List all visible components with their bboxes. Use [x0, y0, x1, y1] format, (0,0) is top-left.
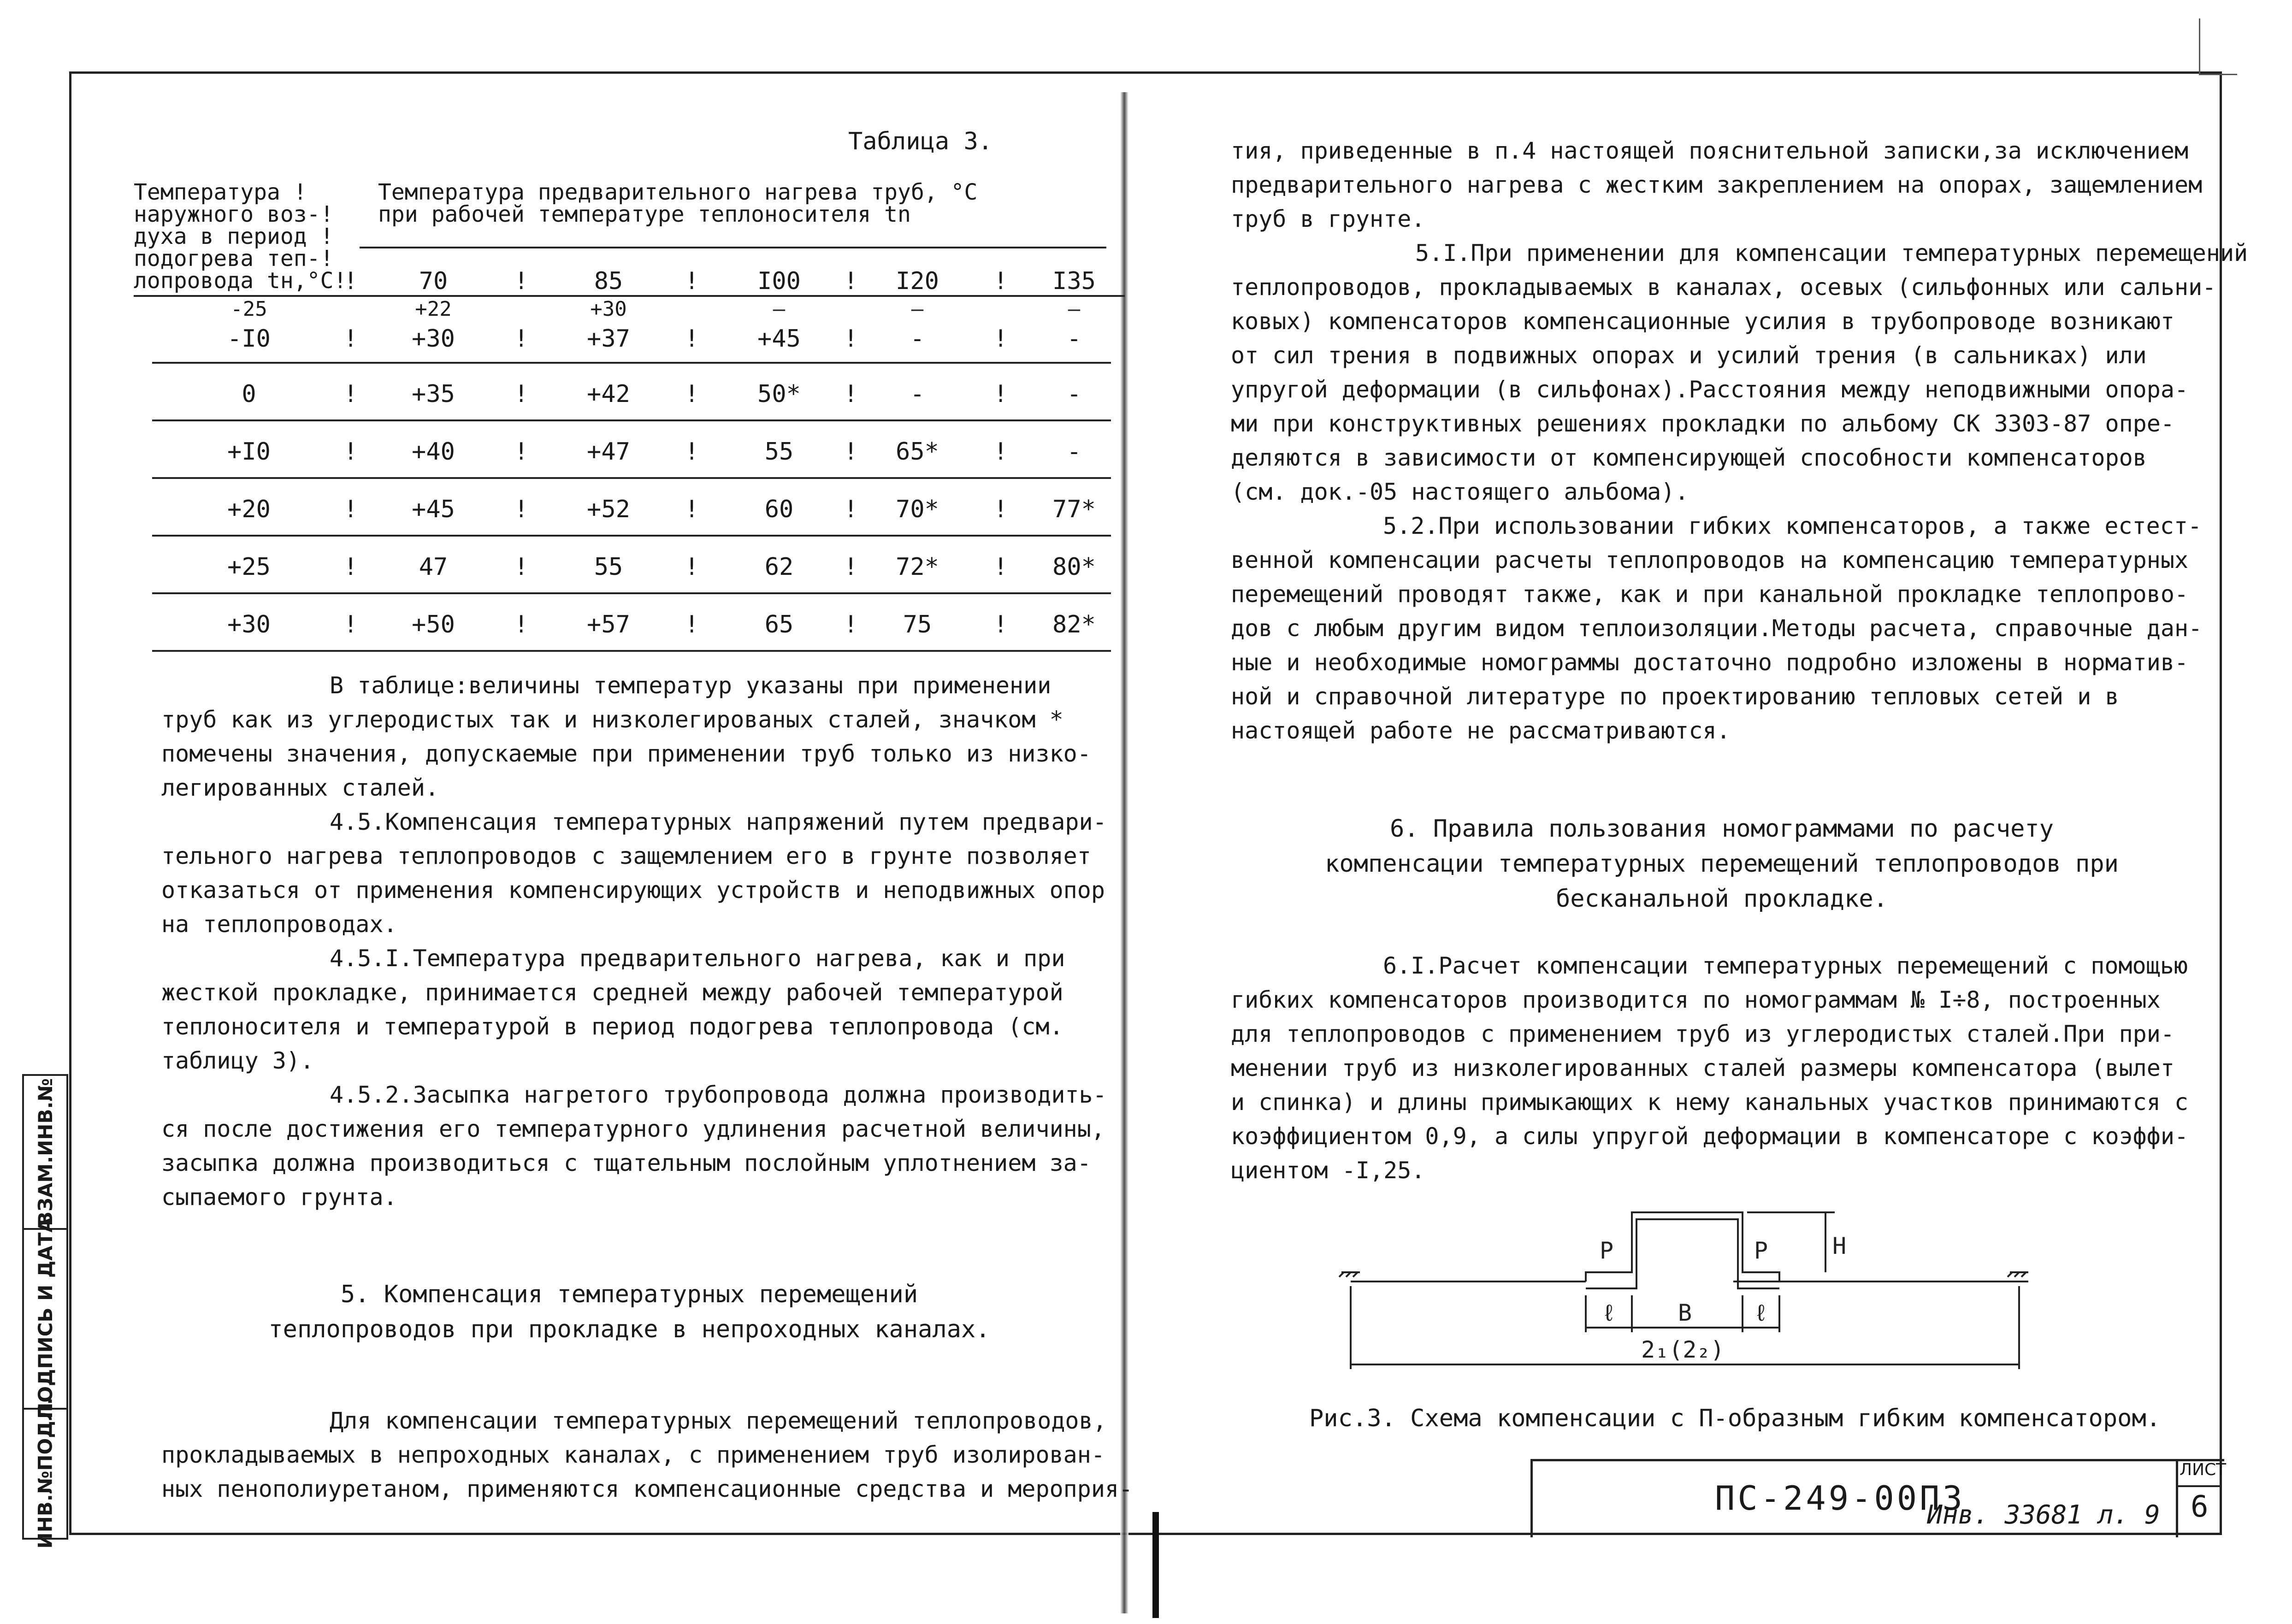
u-loop-inner	[1586, 1219, 1779, 1288]
column-separator: !	[685, 438, 699, 466]
column-separator: !	[993, 438, 1008, 466]
section-6-heading-1: 6. Правила пользования номограммами по расчету	[1389, 815, 2054, 843]
group-header-2: при рабочей температуре теплоносителя tn	[378, 201, 911, 227]
inv-original-label: ИНВ.№ПОДЛ.	[34, 1397, 57, 1548]
text-line: засыпка должна производиться с тщательным послойным уплотнением за-	[161, 1150, 1091, 1176]
cell: +47	[587, 438, 630, 466]
column-separator: !	[343, 380, 358, 408]
column-separator: !	[844, 611, 858, 638]
cell: +57	[587, 611, 630, 638]
group-header-1: Температура предварительного нагрева труб, °С	[378, 179, 978, 205]
sheet-rule	[2176, 1485, 2222, 1487]
column-separator: !	[993, 380, 1008, 408]
temp-85: 85	[594, 267, 623, 295]
cell: 72*	[896, 553, 939, 581]
text-line: теплоносителя и температурой в период подогрева теплопровода (см.	[161, 1013, 1063, 1040]
text-line: ся после достижения его температурного удлинения расчетной величины,	[161, 1116, 1105, 1142]
label-total: 2₁(2₂)	[1641, 1336, 1725, 1363]
cell: +50	[412, 611, 455, 638]
cell: +30	[590, 297, 627, 321]
column-separator: !	[685, 325, 699, 353]
col1-header-2: наружного воз-!	[134, 201, 334, 227]
column-separator: !	[685, 611, 699, 638]
column-separator: !	[514, 496, 529, 523]
temp-120: I20	[896, 267, 939, 295]
cell: +22	[415, 297, 452, 321]
text-line: таблицу 3).	[161, 1047, 314, 1074]
row-rule	[152, 477, 1111, 479]
row-rule	[152, 362, 1111, 364]
replaced-inv-cell	[24, 1076, 66, 1230]
column-separator: !	[844, 325, 858, 353]
page-fold-shadow	[1120, 92, 1128, 1613]
row-t: 0	[242, 380, 256, 408]
cell: 62	[764, 553, 794, 581]
cell: +40	[412, 438, 455, 466]
header-bottom-rule	[134, 295, 1125, 297]
sheet-number: 6	[2191, 1490, 2209, 1524]
column-separator: !	[993, 611, 1008, 638]
label-l1: ℓ	[1602, 1299, 1616, 1326]
cell: +45	[412, 496, 455, 523]
cell: -	[910, 380, 925, 408]
text-line: ных пенополиуретаном, применяются компенсационные средства и мероприя-	[161, 1476, 1133, 1502]
text-line: предварительного нагрева с жестким закреплением на опорах, защемлением	[1231, 171, 2203, 198]
column-separator: !	[993, 553, 1008, 581]
text-line: легированных сталей.	[161, 774, 439, 801]
column-separator: !	[844, 380, 858, 408]
text-line: 5.I.При применении для компенсации температурных перемещений	[1415, 240, 2248, 266]
corner-mark	[2199, 18, 2237, 75]
u-loop-outer	[1586, 1212, 1779, 1281]
text-line: труб в грунте.	[1231, 206, 1425, 232]
col1-header-1: Температура !	[134, 179, 307, 205]
text-line: 4.5.2.Засыпка нагретого трубопровода должна производить-	[330, 1081, 1107, 1108]
column-separator: !	[343, 496, 358, 523]
label-b: B	[1678, 1299, 1692, 1326]
archive-number: Инв. 33681 л. 9	[1927, 1500, 2160, 1530]
text-line: циентом -I,25.	[1231, 1157, 1425, 1184]
cell: +30	[412, 325, 455, 353]
col1-header-5: лопровода tн,°С!	[134, 268, 347, 294]
section-6-heading-3: бесканальной прокладке.	[1555, 885, 1888, 913]
text-line: от сил трения в подвижных опорах и усилий трения (в сальниках) или	[1231, 342, 2147, 369]
column-separator: !	[514, 380, 529, 408]
column-separator: !	[993, 325, 1008, 353]
text-line: и спинка) и длины примыкающих к нему канальных участков принимаются с	[1231, 1089, 2189, 1116]
cell: 70*	[896, 496, 939, 523]
column-separator: !	[993, 267, 1008, 295]
row-t: +25	[227, 553, 271, 581]
text-line: тельного нагрева теплопроводов с защемлением его в грунте позволяет	[161, 843, 1091, 869]
column-separator: !	[343, 438, 358, 466]
table-bottom-rule	[152, 650, 1111, 652]
cell: —	[773, 297, 786, 321]
text-line: дов с любым другим видом теплоизоляции.Методы расчета, справочные дан-	[1231, 615, 2203, 642]
doc-code: ПС-249-00ПЗ	[1715, 1479, 1965, 1518]
column-separator: !	[514, 553, 529, 581]
text-line: ковых) компенсаторов компенсационные усилия в трубопроводе возникают	[1231, 308, 2174, 335]
inv-original-cell	[24, 1397, 66, 1548]
col1-header-4: подогрева теп-!	[134, 246, 334, 272]
column-separator: !	[685, 496, 699, 523]
text-line: прокладываемых в непроходных каналах, с применением труб изолирован-	[161, 1441, 1105, 1468]
cell: 75	[903, 611, 932, 638]
section-5-heading-2: теплопроводов при прокладке в непроходных каналах.	[268, 1316, 990, 1343]
label-p1: P	[1600, 1237, 1614, 1264]
column-separator: !	[844, 496, 858, 523]
row-rule	[152, 535, 1111, 537]
column-separator: !	[685, 267, 699, 295]
text-line: ные и необходимые номограммы достаточно подробно изложены в норматив-	[1231, 649, 2189, 676]
text-line: 4.5.I.Температура предварительного нагрева, как и при	[330, 945, 1065, 972]
text-line: венной компенсации расчеты теплопроводов на компенсацию температурных	[1231, 547, 2189, 573]
column-separator: !	[844, 267, 858, 295]
cell: 65*	[896, 438, 939, 466]
header-rule	[360, 247, 1106, 248]
sign-date-cell	[24, 1217, 66, 1419]
cell: +37	[587, 325, 630, 353]
label-l2: ℓ	[1754, 1299, 1768, 1326]
text-line: коэффициентом 0,9, а силы упругой деформации в компенсаторе с коэффи-	[1231, 1123, 2189, 1150]
text-line: для теплопроводов с применением труб из углеродистых сталей.При при-	[1231, 1021, 2174, 1047]
text-line: 4.5.Компенсация температурных напряжений путем предвари-	[330, 809, 1107, 835]
text-line: ми при конструктивных решениях прокладки по альбому СК 3303-87 опре-	[1231, 410, 2174, 437]
temp-70: 70	[419, 267, 448, 295]
text-line: настоящей работе не рассматриваются.	[1231, 717, 1731, 744]
temp-100: I00	[757, 267, 801, 295]
text-line: труб как из углеродистых так и низколегированых сталей, значком *	[161, 706, 1063, 733]
cell: 80*	[1052, 553, 1096, 581]
cell: -	[910, 325, 925, 353]
cell: 50*	[757, 380, 801, 408]
text-line: 5.2.При использовании гибких компенсаторов, а также естест-	[1383, 513, 2202, 539]
row-t: -25	[230, 297, 267, 321]
row-t: +30	[227, 611, 271, 638]
cell: +35	[412, 380, 455, 408]
cell: +52	[587, 496, 630, 523]
column-separator: !	[844, 438, 858, 466]
cell: —	[911, 297, 924, 321]
figure-caption: Рис.3. Схема компенсации с П-образным гибким компенсатором.	[1309, 1405, 2161, 1432]
text-line: помечены значения, допускаемые при применении труб только из низко-	[161, 740, 1091, 767]
cell: 65	[764, 611, 794, 638]
row-rule	[152, 419, 1111, 421]
cell: 60	[764, 496, 794, 523]
text-line: 6.I.Расчет компенсации температурных перемещений с помощью	[1383, 952, 2188, 979]
text-line: перемещений проводят также, как и при канальной прокладке теплопрово-	[1231, 581, 2189, 608]
label-h: H	[1832, 1233, 1847, 1259]
text-line: менении труб из низколегированных сталей размеры компенсатора (вылет	[1231, 1055, 2174, 1081]
temp-135: I35	[1052, 267, 1096, 295]
column-separator: !	[343, 267, 358, 295]
column-separator: !	[685, 380, 699, 408]
text-line: сыпаемого грунта.	[161, 1184, 397, 1211]
label-p2: P	[1754, 1237, 1768, 1264]
cell: -	[1067, 438, 1081, 466]
text-line: ной и справочной литературе по проектированию тепловых сетей и в	[1231, 683, 2119, 710]
row-t: -I0	[227, 325, 271, 353]
column-separator: !	[343, 325, 358, 353]
cell: 55	[594, 553, 623, 581]
cell: 47	[419, 553, 448, 581]
cell: 82*	[1052, 611, 1096, 638]
cell: -	[1067, 380, 1081, 408]
cell: 55	[764, 438, 794, 466]
row-t: +I0	[227, 438, 271, 466]
cell: +45	[757, 325, 801, 353]
text-line: деляются в зависимости от компенсирующей способности компенсаторов	[1231, 444, 2147, 471]
text-line: Для компенсации температурных перемещений теплопроводов,	[330, 1407, 1107, 1434]
text-line: отказаться от применения компенсирующих устройств и неподвижных опор	[161, 877, 1105, 904]
column-separator: !	[343, 553, 358, 581]
text-line: на теплопроводах.	[161, 911, 397, 938]
column-separator: !	[514, 438, 529, 466]
column-separator: !	[514, 611, 529, 638]
cell: —	[1068, 297, 1081, 321]
page-fold-mark	[1152, 1512, 1159, 1618]
section-5-heading-1: 5. Компенсация температурных перемещений	[340, 1281, 918, 1308]
replaced-inv-label: ВЗАМ.ИНВ.№	[34, 1078, 57, 1226]
column-separator: !	[514, 325, 529, 353]
side-stamp	[22, 1074, 68, 1548]
column-separator: !	[993, 496, 1008, 523]
text-line: упругой деформации (в сильфонах).Расстояния между неподвижными опора-	[1231, 376, 2189, 403]
column-separator: !	[514, 267, 529, 295]
col1-header-3: духа в период !	[134, 224, 334, 249]
column-separator: !	[343, 611, 358, 638]
column-separator: !	[685, 553, 699, 581]
row-rule	[152, 592, 1111, 594]
row-t: +20	[227, 496, 271, 523]
sign-date-label: ПОДПИСЬ И ДАТА	[34, 1217, 57, 1419]
section-6-heading-2: компенсации температурных перемещений теплопроводов при	[1325, 850, 2119, 878]
text-line: (см. док.-05 настоящего альбома).	[1231, 478, 1689, 505]
compensator-diagram	[1337, 1203, 2074, 1388]
text-line: тия, приведенные в п.4 настоящей пояснительной записки,за исключением	[1231, 137, 2189, 164]
table-caption: Таблица 3.	[848, 128, 993, 155]
sheet-label: ЛИСТ	[2180, 1460, 2227, 1479]
text-line: гибких компенсаторов производится по номограммам № I÷8, построенных	[1231, 986, 2161, 1013]
cell: 77*	[1052, 496, 1096, 523]
cell: +42	[587, 380, 630, 408]
text-line: жесткой прокладке, принимается средней между рабочей температурой	[161, 979, 1063, 1006]
text-line: В таблице:величины температур указаны при применении	[330, 672, 1051, 699]
column-separator: !	[844, 553, 858, 581]
text-line: теплопроводов, прокладываемых в каналах, осевых (сильфонных или сальни-	[1231, 274, 2216, 301]
cell: -	[1067, 325, 1081, 353]
